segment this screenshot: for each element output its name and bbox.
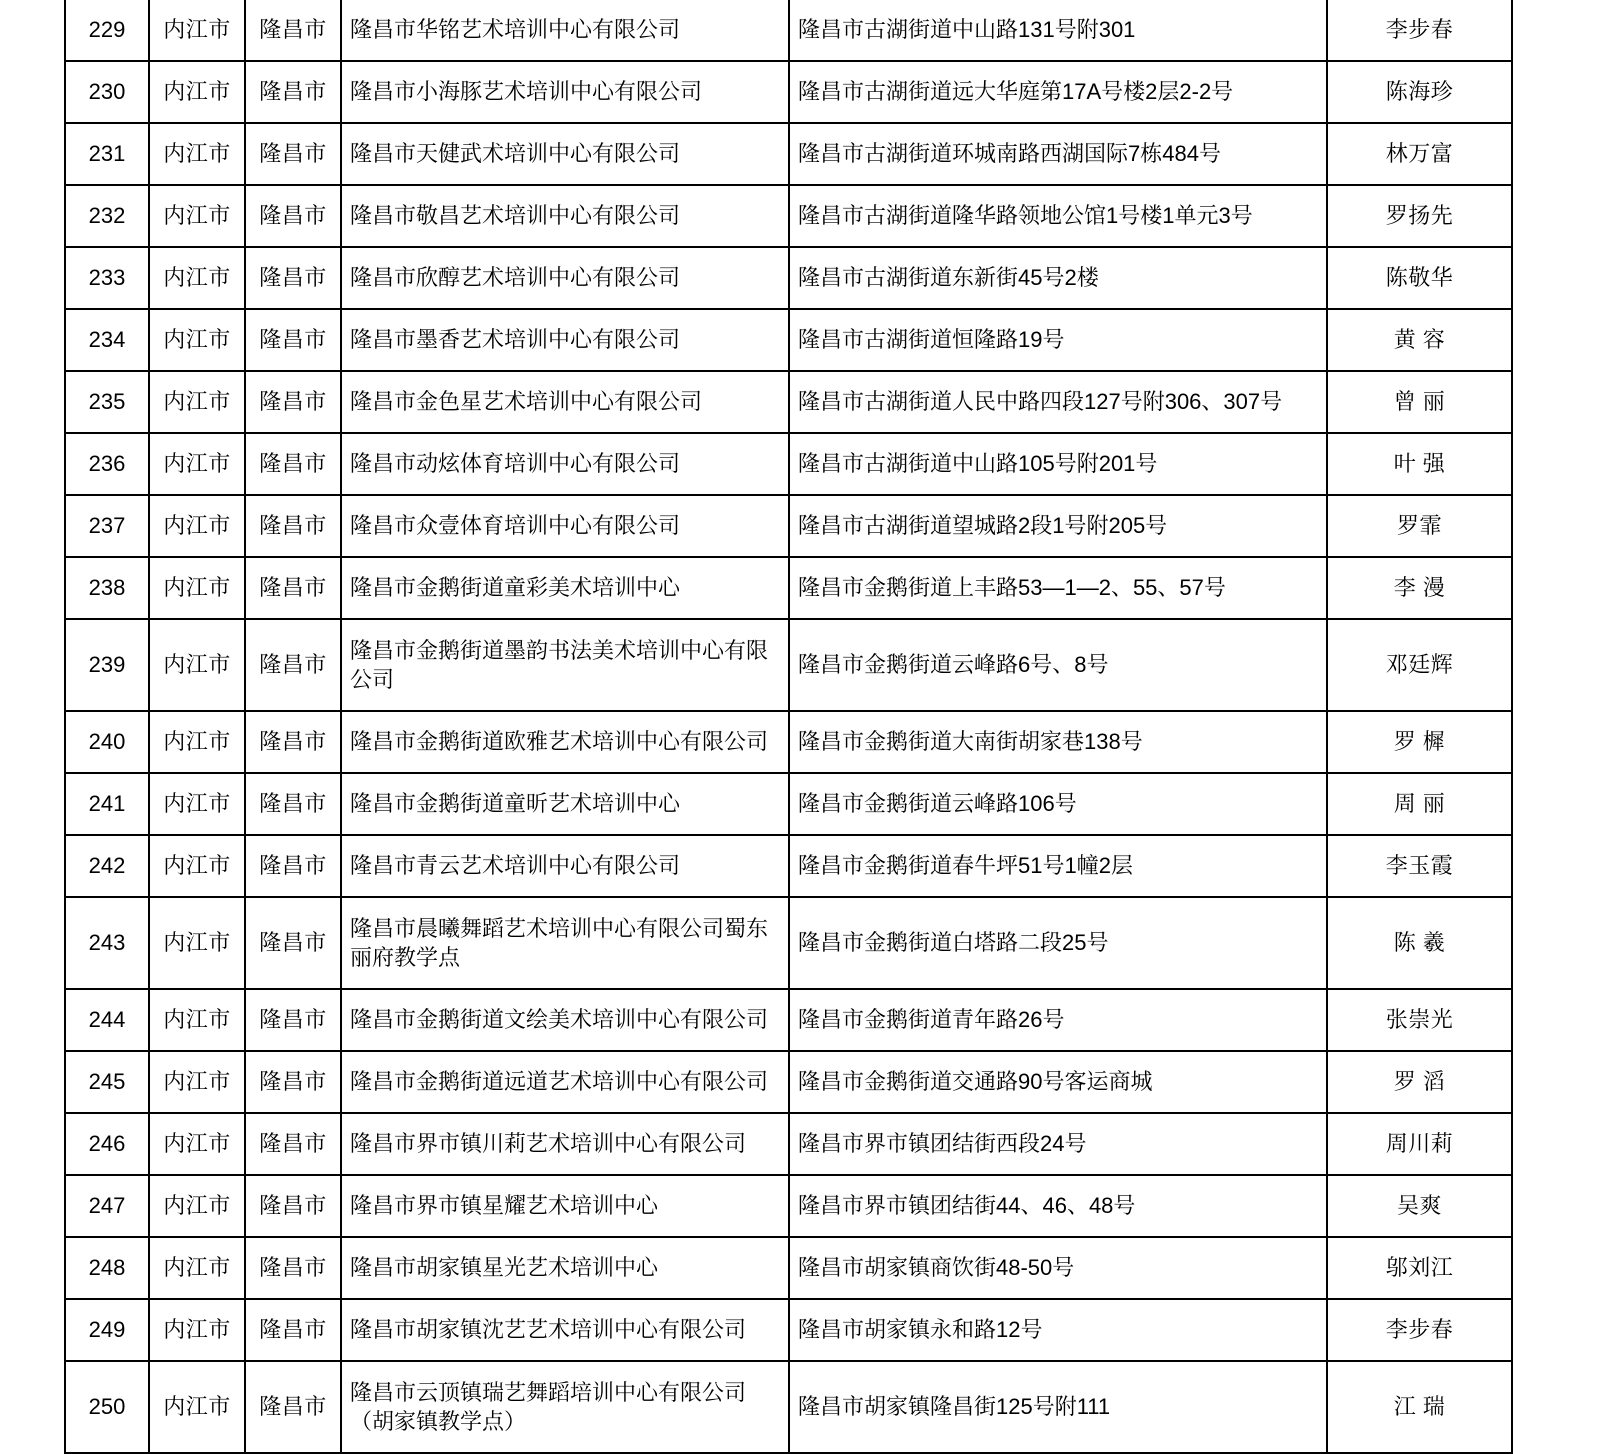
cell-county: 隆昌市 <box>245 1113 341 1175</box>
cell-person-in-charge: 江 瑞 <box>1327 1361 1512 1453</box>
cell-address: 隆昌市金鹅街道春牛坪51号1幢2层 <box>789 835 1327 897</box>
cell-address: 隆昌市古湖街道中山路105号附201号 <box>789 433 1327 495</box>
cell-index: 236 <box>65 433 149 495</box>
cell-city: 内江市 <box>149 897 245 989</box>
cell-city: 内江市 <box>149 309 245 371</box>
cell-city: 内江市 <box>149 1237 245 1299</box>
cell-address: 隆昌市古湖街道隆华路领地公馆1号楼1单元3号 <box>789 185 1327 247</box>
cell-county: 隆昌市 <box>245 1237 341 1299</box>
cell-city: 内江市 <box>149 0 245 61</box>
cell-institution-name: 隆昌市天健武术培训中心有限公司 <box>341 123 789 185</box>
cell-person-in-charge: 李玉霞 <box>1327 835 1512 897</box>
cell-county: 隆昌市 <box>245 897 341 989</box>
cell-address: 隆昌市古湖街道望城路2段1号附205号 <box>789 495 1327 557</box>
cell-person-in-charge: 罗扬先 <box>1327 185 1512 247</box>
cell-institution-name: 隆昌市华铭艺术培训中心有限公司 <box>341 0 789 61</box>
cell-address: 隆昌市金鹅街道交通路90号客运商城 <box>789 1051 1327 1113</box>
cell-address: 隆昌市古湖街道恒隆路19号 <box>789 309 1327 371</box>
cell-institution-name: 隆昌市金色星艺术培训中心有限公司 <box>341 371 789 433</box>
cell-index: 234 <box>65 309 149 371</box>
cell-person-in-charge: 邓廷辉 <box>1327 619 1512 711</box>
cell-address: 隆昌市界市镇团结街西段24号 <box>789 1113 1327 1175</box>
cell-county: 隆昌市 <box>245 61 341 123</box>
table-container <box>64 0 1513 1454</box>
cell-institution-name: 隆昌市金鹅街道欧雅艺术培训中心有限公司 <box>341 711 789 773</box>
cell-person-in-charge: 曾 丽 <box>1327 371 1512 433</box>
cell-institution-name: 隆昌市金鹅街道墨韵书法美术培训中心有限公司 <box>341 619 789 711</box>
cell-institution-name: 隆昌市动炫体育培训中心有限公司 <box>341 433 789 495</box>
cell-person-in-charge: 叶 强 <box>1327 433 1512 495</box>
cell-person-in-charge: 李步春 <box>1327 1299 1512 1361</box>
cell-index: 231 <box>65 123 149 185</box>
cell-city: 内江市 <box>149 773 245 835</box>
cell-county: 隆昌市 <box>245 1361 341 1453</box>
cell-institution-name: 隆昌市小海豚艺术培训中心有限公司 <box>341 61 789 123</box>
cell-county: 隆昌市 <box>245 557 341 619</box>
table-row <box>65 1299 1512 1361</box>
table-row <box>65 495 1512 557</box>
cell-county: 隆昌市 <box>245 835 341 897</box>
cell-address: 隆昌市金鹅街道上丰路53—1—2、55、57号 <box>789 557 1327 619</box>
cell-address: 隆昌市胡家镇商饮街48-50号 <box>789 1237 1327 1299</box>
cell-index: 238 <box>65 557 149 619</box>
cell-address: 隆昌市金鹅街道青年路26号 <box>789 989 1327 1051</box>
cell-person-in-charge: 张崇光 <box>1327 989 1512 1051</box>
table-row <box>65 61 1512 123</box>
table-row <box>65 433 1512 495</box>
table-row <box>65 619 1512 711</box>
cell-institution-name: 隆昌市云顶镇瑞艺舞蹈培训中心有限公司（胡家镇教学点） <box>341 1361 789 1453</box>
cell-address: 隆昌市古湖街道远大华庭第17A号楼2层2-2号 <box>789 61 1327 123</box>
cell-institution-name: 隆昌市金鹅街道文绘美术培训中心有限公司 <box>341 989 789 1051</box>
cell-city: 内江市 <box>149 989 245 1051</box>
cell-address: 隆昌市金鹅街道云峰路106号 <box>789 773 1327 835</box>
cell-county: 隆昌市 <box>245 185 341 247</box>
cell-institution-name: 隆昌市界市镇川莉艺术培训中心有限公司 <box>341 1113 789 1175</box>
cell-address: 隆昌市古湖街道东新街45号2楼 <box>789 247 1327 309</box>
cell-index: 233 <box>65 247 149 309</box>
table-row <box>65 773 1512 835</box>
cell-city: 内江市 <box>149 1175 245 1237</box>
cell-county: 隆昌市 <box>245 619 341 711</box>
cell-person-in-charge: 罗 樨 <box>1327 711 1512 773</box>
training-institutions-table <box>64 0 1513 1454</box>
cell-address: 隆昌市金鹅街道白塔路二段25号 <box>789 897 1327 989</box>
cell-index: 242 <box>65 835 149 897</box>
cell-institution-name: 隆昌市欣醇艺术培训中心有限公司 <box>341 247 789 309</box>
table-row <box>65 309 1512 371</box>
cell-county: 隆昌市 <box>245 371 341 433</box>
table-body <box>65 0 1512 1453</box>
table-row <box>65 897 1512 989</box>
cell-institution-name: 隆昌市晨曦舞蹈艺术培训中心有限公司蜀东丽府教学点 <box>341 897 789 989</box>
cell-institution-name: 隆昌市众壹体育培训中心有限公司 <box>341 495 789 557</box>
cell-county: 隆昌市 <box>245 123 341 185</box>
cell-county: 隆昌市 <box>245 1051 341 1113</box>
cell-person-in-charge: 陈 羲 <box>1327 897 1512 989</box>
cell-city: 内江市 <box>149 557 245 619</box>
cell-index: 232 <box>65 185 149 247</box>
cell-index: 244 <box>65 989 149 1051</box>
cell-index: 247 <box>65 1175 149 1237</box>
cell-institution-name: 隆昌市敬昌艺术培训中心有限公司 <box>341 185 789 247</box>
cell-index: 246 <box>65 1113 149 1175</box>
cell-index: 248 <box>65 1237 149 1299</box>
cell-county: 隆昌市 <box>245 495 341 557</box>
cell-index: 245 <box>65 1051 149 1113</box>
cell-person-in-charge: 陈海珍 <box>1327 61 1512 123</box>
table-row <box>65 185 1512 247</box>
cell-city: 内江市 <box>149 371 245 433</box>
cell-person-in-charge: 周 丽 <box>1327 773 1512 835</box>
table-row <box>65 247 1512 309</box>
cell-address: 隆昌市金鹅街道云峰路6号、8号 <box>789 619 1327 711</box>
cell-address: 隆昌市胡家镇永和路12号 <box>789 1299 1327 1361</box>
table-row <box>65 123 1512 185</box>
cell-institution-name: 隆昌市胡家镇星光艺术培训中心 <box>341 1237 789 1299</box>
cell-city: 内江市 <box>149 433 245 495</box>
cell-address: 隆昌市古湖街道环城南路西湖国际7栋484号 <box>789 123 1327 185</box>
cell-index: 243 <box>65 897 149 989</box>
cell-index: 241 <box>65 773 149 835</box>
cell-city: 内江市 <box>149 1113 245 1175</box>
cell-person-in-charge: 林万富 <box>1327 123 1512 185</box>
cell-county: 隆昌市 <box>245 309 341 371</box>
table-row <box>65 989 1512 1051</box>
cell-city: 内江市 <box>149 495 245 557</box>
cell-institution-name: 隆昌市胡家镇沈艺艺术培训中心有限公司 <box>341 1299 789 1361</box>
cell-person-in-charge: 罗 滔 <box>1327 1051 1512 1113</box>
cell-index: 250 <box>65 1361 149 1453</box>
cell-person-in-charge: 罗霏 <box>1327 495 1512 557</box>
cell-city: 内江市 <box>149 1051 245 1113</box>
cell-institution-name: 隆昌市金鹅街道童昕艺术培训中心 <box>341 773 789 835</box>
table-row <box>65 1051 1512 1113</box>
cell-institution-name: 隆昌市青云艺术培训中心有限公司 <box>341 835 789 897</box>
cell-person-in-charge: 吴爽 <box>1327 1175 1512 1237</box>
cell-county: 隆昌市 <box>245 773 341 835</box>
cell-city: 内江市 <box>149 247 245 309</box>
table-row <box>65 1361 1512 1453</box>
cell-person-in-charge: 陈敬华 <box>1327 247 1512 309</box>
cell-county: 隆昌市 <box>245 989 341 1051</box>
cell-institution-name: 隆昌市界市镇星耀艺术培训中心 <box>341 1175 789 1237</box>
cell-city: 内江市 <box>149 1361 245 1453</box>
cell-institution-name: 隆昌市墨香艺术培训中心有限公司 <box>341 309 789 371</box>
table-row <box>65 371 1512 433</box>
cell-city: 内江市 <box>149 711 245 773</box>
cell-city: 内江市 <box>149 619 245 711</box>
cell-index: 229 <box>65 0 149 61</box>
cell-city: 内江市 <box>149 185 245 247</box>
cell-city: 内江市 <box>149 61 245 123</box>
cell-county: 隆昌市 <box>245 711 341 773</box>
cell-address: 隆昌市古湖街道中山路131号附301 <box>789 0 1327 61</box>
table-row <box>65 557 1512 619</box>
cell-person-in-charge: 邬刘江 <box>1327 1237 1512 1299</box>
cell-index: 235 <box>65 371 149 433</box>
cell-county: 隆昌市 <box>245 0 341 61</box>
cell-county: 隆昌市 <box>245 247 341 309</box>
cell-city: 内江市 <box>149 1299 245 1361</box>
cell-index: 240 <box>65 711 149 773</box>
cell-address: 隆昌市金鹅街道大南街胡家巷138号 <box>789 711 1327 773</box>
table-row <box>65 1175 1512 1237</box>
cell-person-in-charge: 周川莉 <box>1327 1113 1512 1175</box>
table-row <box>65 1237 1512 1299</box>
cell-institution-name: 隆昌市金鹅街道远道艺术培训中心有限公司 <box>341 1051 789 1113</box>
table-row <box>65 835 1512 897</box>
cell-person-in-charge: 李步春 <box>1327 0 1512 61</box>
cell-index: 249 <box>65 1299 149 1361</box>
cell-person-in-charge: 黄 容 <box>1327 309 1512 371</box>
cell-address: 隆昌市胡家镇隆昌街125号附111 <box>789 1361 1327 1453</box>
cell-city: 内江市 <box>149 835 245 897</box>
cell-index: 230 <box>65 61 149 123</box>
cell-county: 隆昌市 <box>245 433 341 495</box>
cell-county: 隆昌市 <box>245 1299 341 1361</box>
cell-address: 隆昌市古湖街道人民中路四段127号附306、307号 <box>789 371 1327 433</box>
cell-city: 内江市 <box>149 123 245 185</box>
cell-person-in-charge: 李 漫 <box>1327 557 1512 619</box>
table-row <box>65 1113 1512 1175</box>
cell-address: 隆昌市界市镇团结街44、46、48号 <box>789 1175 1327 1237</box>
cell-county: 隆昌市 <box>245 1175 341 1237</box>
cell-index: 239 <box>65 619 149 711</box>
table-row <box>65 711 1512 773</box>
table-row <box>65 0 1512 61</box>
cell-index: 237 <box>65 495 149 557</box>
cell-institution-name: 隆昌市金鹅街道童彩美术培训中心 <box>341 557 789 619</box>
